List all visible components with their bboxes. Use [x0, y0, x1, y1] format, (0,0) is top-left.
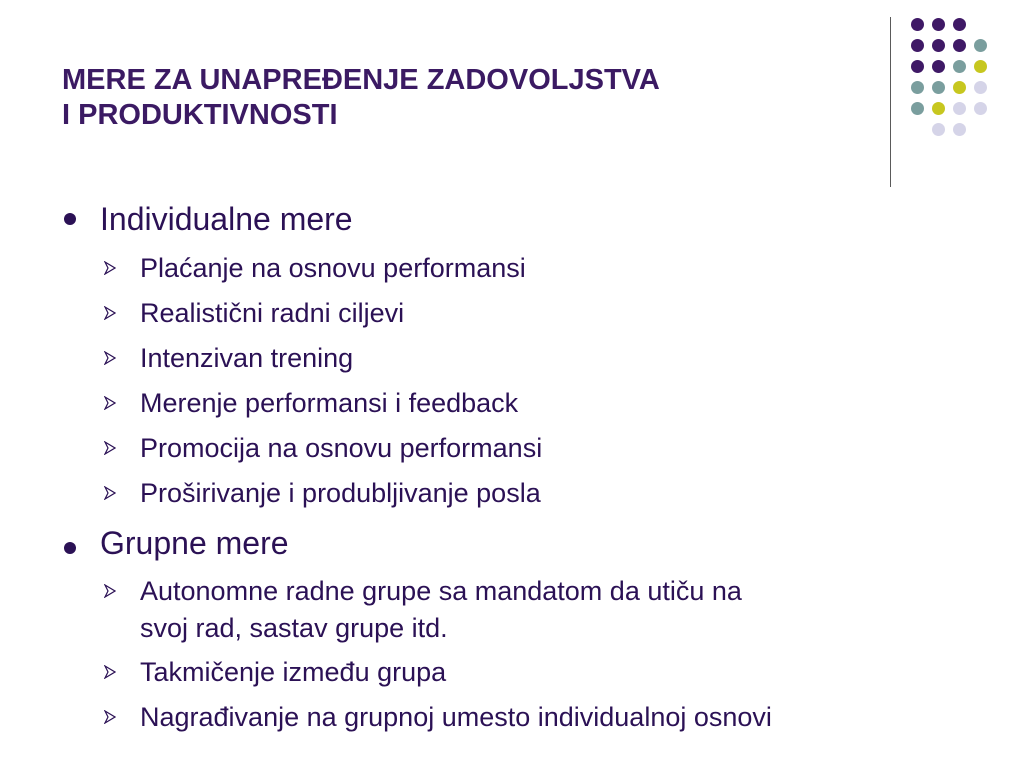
- arrow-bullet-icon: [104, 441, 116, 455]
- arrow-bullet-icon: [104, 396, 116, 410]
- list-item: Autonomne radne grupe sa mandatom da utiču na: [140, 576, 742, 606]
- arrow-bullet-icon: [104, 584, 116, 598]
- list-item: Proširivanje i produbljivanje posla: [140, 478, 541, 508]
- list-item: Intenzivan trening: [140, 343, 354, 373]
- list-item-continuation: svoj rad, sastav grupe itd.: [140, 613, 448, 643]
- arrow-bullet-icon: [104, 261, 116, 275]
- section-heading-individualne: Individualne mere: [100, 201, 353, 237]
- list-item: Nagrađivanje na grupnoj umesto individualnoj osnovi: [140, 702, 772, 732]
- list-item: Plaćanje na osnovu performansi: [140, 253, 526, 283]
- list-item: Realistični radni ciljevi: [140, 298, 405, 328]
- slide-title-line-2: I PRODUKTIVNOSTI: [62, 99, 338, 131]
- slide-title-line-1: MERE ZA UNAPREĐENJE ZADOVOLJSTVA: [62, 64, 660, 96]
- list-item: Takmičenje između grupa: [140, 657, 447, 687]
- bullet-dot-icon: [64, 213, 76, 225]
- arrow-bullet-icon: [104, 351, 116, 365]
- list-item: Promocija na osnovu performansi: [140, 433, 543, 463]
- arrow-bullet-icon: [104, 665, 116, 679]
- section-heading-grupne: Grupne mere: [100, 525, 289, 561]
- list-item: Merenje performansi i feedback: [140, 388, 519, 418]
- arrow-bullet-icon: [104, 710, 116, 724]
- arrow-bullet-icon: [104, 306, 116, 320]
- bullet-dot-icon: [64, 542, 76, 554]
- arrow-bullet-icon: [104, 486, 116, 500]
